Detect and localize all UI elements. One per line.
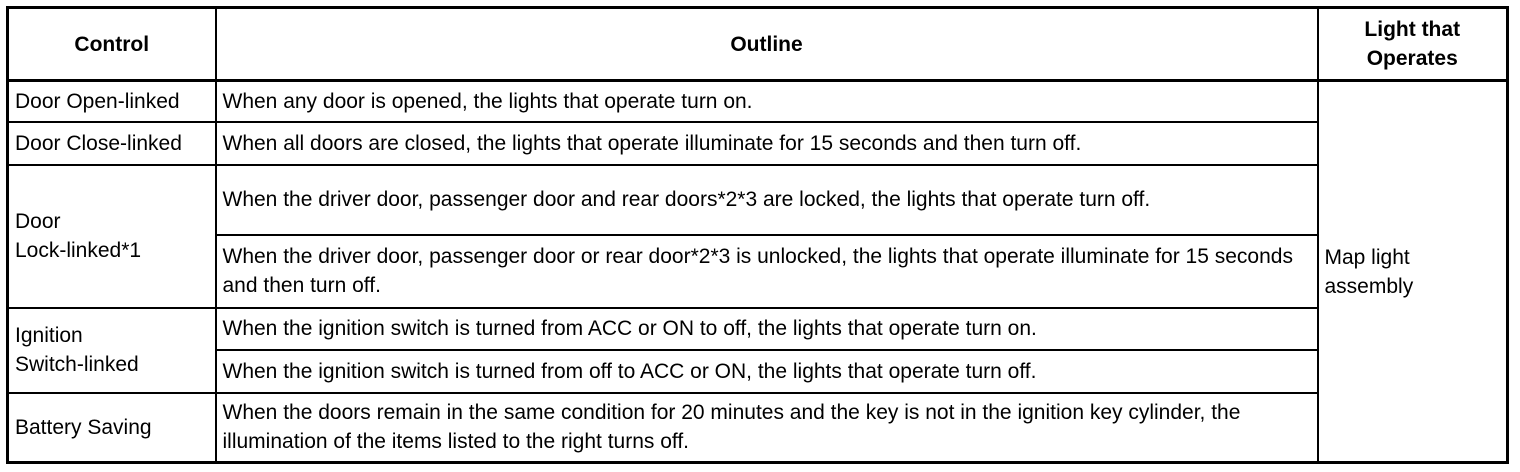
outline-ignition-to-off: When the ignition switch is turned from ACC or ON to off, the lights that operate turn on. bbox=[216, 308, 1318, 350]
control-ignition-switch-linked bbox=[8, 308, 216, 393]
table-row bbox=[8, 393, 1508, 463]
table-row bbox=[8, 122, 1508, 165]
light-line1: Map light bbox=[1324, 245, 1410, 269]
table-row bbox=[8, 350, 1508, 393]
control-door-lock-linked bbox=[8, 165, 216, 308]
spec-table-wrapper bbox=[6, 6, 1509, 464]
header-light-line2: Operates bbox=[1366, 47, 1458, 70]
table-row bbox=[8, 235, 1508, 308]
light-map-light-assembly bbox=[1318, 81, 1508, 463]
light-line2: assembly bbox=[1324, 274, 1414, 298]
control-ignition-line1: Ignition bbox=[15, 324, 83, 347]
table-row bbox=[8, 81, 1508, 122]
control-door-open-linked: Door Open-linked bbox=[8, 81, 216, 122]
outline-battery-saving: When the doors remain in the same condition for 20 minutes and the key is not in the ignition key cylinder, the illumination of the items listed to the right turns off. bbox=[216, 393, 1318, 463]
outline-door-locked: When the driver door, passenger door and rear doors*2*3 are locked, the lights that operate turn off. bbox=[216, 165, 1318, 235]
control-battery-saving: Battery Saving bbox=[8, 393, 216, 463]
header-light-that-operates bbox=[1318, 8, 1508, 81]
header-outline: Outline bbox=[216, 8, 1318, 81]
outline-door-open-linked: When any door is opened, the lights that operate turn on. bbox=[216, 81, 1318, 122]
control-door-lock-line1: Door bbox=[15, 210, 61, 233]
table-row bbox=[8, 165, 1508, 235]
header-light-line1: Light that bbox=[1364, 18, 1461, 41]
light-control-table bbox=[6, 6, 1509, 464]
table-row bbox=[8, 308, 1508, 350]
outline-door-unlocked: When the driver door, passenger door or rear door*2*3 is unlocked, the lights that operate illuminate for 15 seconds and then turn off. bbox=[216, 235, 1318, 308]
outline-door-close-linked: When all doors are closed, the lights that operate illuminate for 15 seconds and then turn off. bbox=[216, 122, 1318, 165]
header-control: Control bbox=[8, 8, 216, 81]
control-door-lock-line2: Lock-linked*1 bbox=[15, 239, 142, 262]
control-ignition-line2: Switch-linked bbox=[15, 353, 139, 376]
control-door-close-linked: Door Close-linked bbox=[8, 122, 216, 165]
header-row bbox=[8, 8, 1508, 81]
outline-ignition-from-off: When the ignition switch is turned from off to ACC or ON, the lights that operate turn off. bbox=[216, 350, 1318, 393]
